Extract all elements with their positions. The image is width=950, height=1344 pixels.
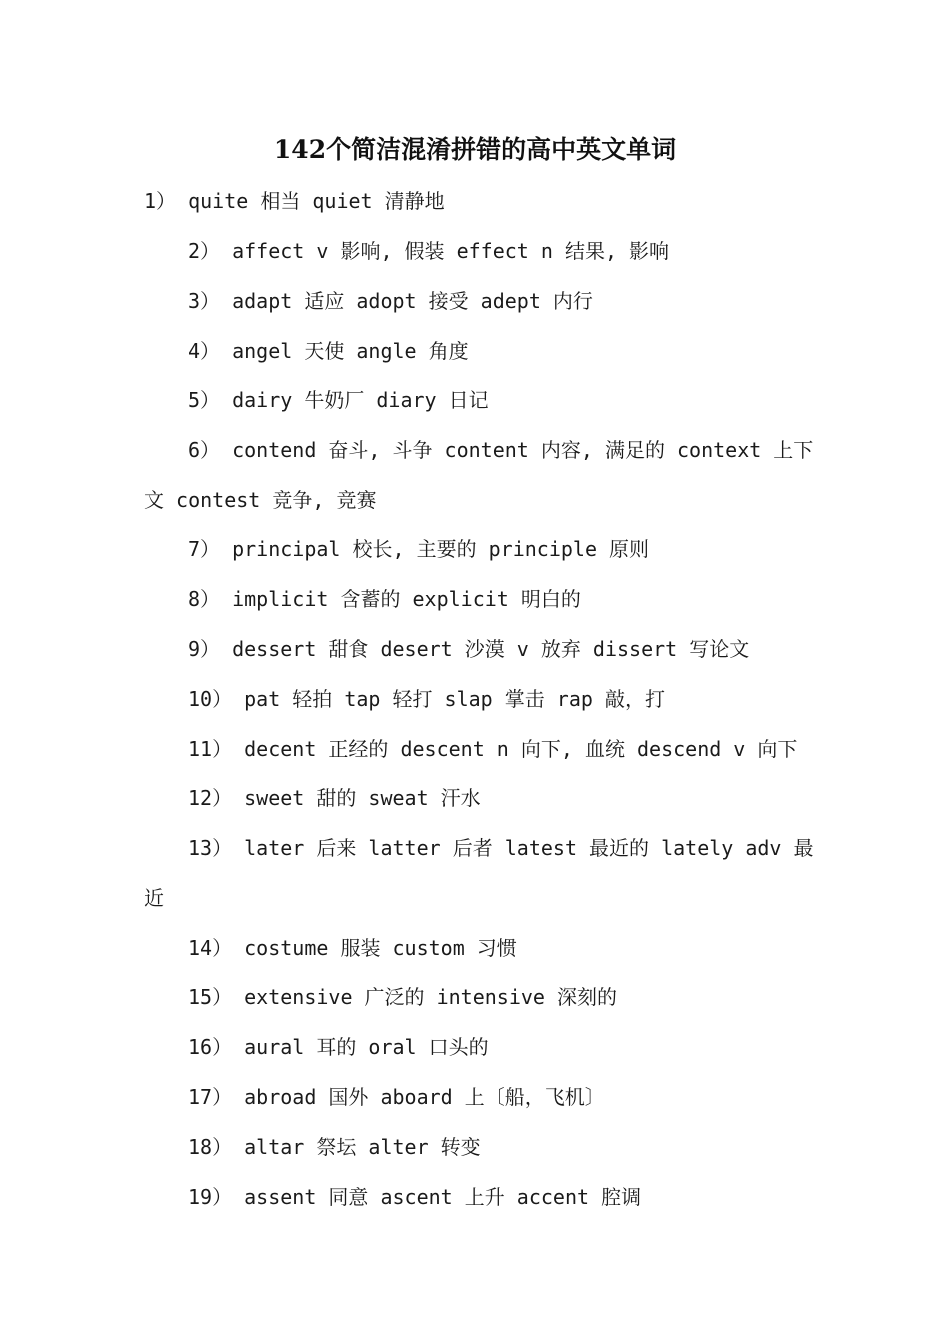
list-item: 11） decent 正经的 descent n 向下, 血统 descend v 向下 xyxy=(188,737,798,761)
list-item: 12） sweet 甜的 sweat 汗水 xyxy=(188,786,481,810)
list-item: 6） contend 奋斗, 斗争 content 内容, 满足的 context 上下 xyxy=(188,438,814,462)
list-item: 15） extensive 广泛的 intensive 深刻的 xyxy=(188,985,617,1009)
list-item: 7） principal 校长, 主要的 principle 原则 xyxy=(188,537,650,561)
list-item: 18） altar 祭坛 alter 转变 xyxy=(188,1135,481,1159)
list-item: 9） dessert 甜食 desert 沙漠 v 放弃 dissert 写论文 xyxy=(188,637,750,661)
list-item: 10） pat 轻拍 tap 轻打 slap 掌击 rap 敲，打 xyxy=(188,687,665,711)
list-item: 16） aural 耳的 oral 口头的 xyxy=(188,1035,489,1059)
page-title: 142个简洁混淆拼错的高中英文单词 xyxy=(273,135,677,164)
list-item: 17） abroad 国外 aboard 上〔船，飞机〕 xyxy=(188,1085,605,1109)
list-item: 4） angel 天使 angle 角度 xyxy=(188,339,469,363)
list-item-continuation: 近 xyxy=(144,886,164,910)
list-item: 13） later 后来 latter 后者 latest 最近的 lately adv 最 xyxy=(188,836,814,860)
list-item: 5） dairy 牛奶厂 diary 日记 xyxy=(188,388,489,412)
list-item: 1） quite 相当 quiet 清静地 xyxy=(144,189,445,213)
list-item: 14） costume 服装 custom 习惯 xyxy=(188,936,517,960)
list-item: 2） affect v 影响, 假装 effect n 结果, 影响 xyxy=(188,239,670,263)
list-item: 3） adapt 适应 adopt 接受 adept 内行 xyxy=(188,289,593,313)
list-item: 19） assent 同意 ascent 上升 accent 腔调 xyxy=(188,1185,642,1209)
list-item-continuation: 文 contest 竞争, 竞赛 xyxy=(144,488,377,512)
list-item: 8） implicit 含蓄的 explicit 明白的 xyxy=(188,587,581,611)
